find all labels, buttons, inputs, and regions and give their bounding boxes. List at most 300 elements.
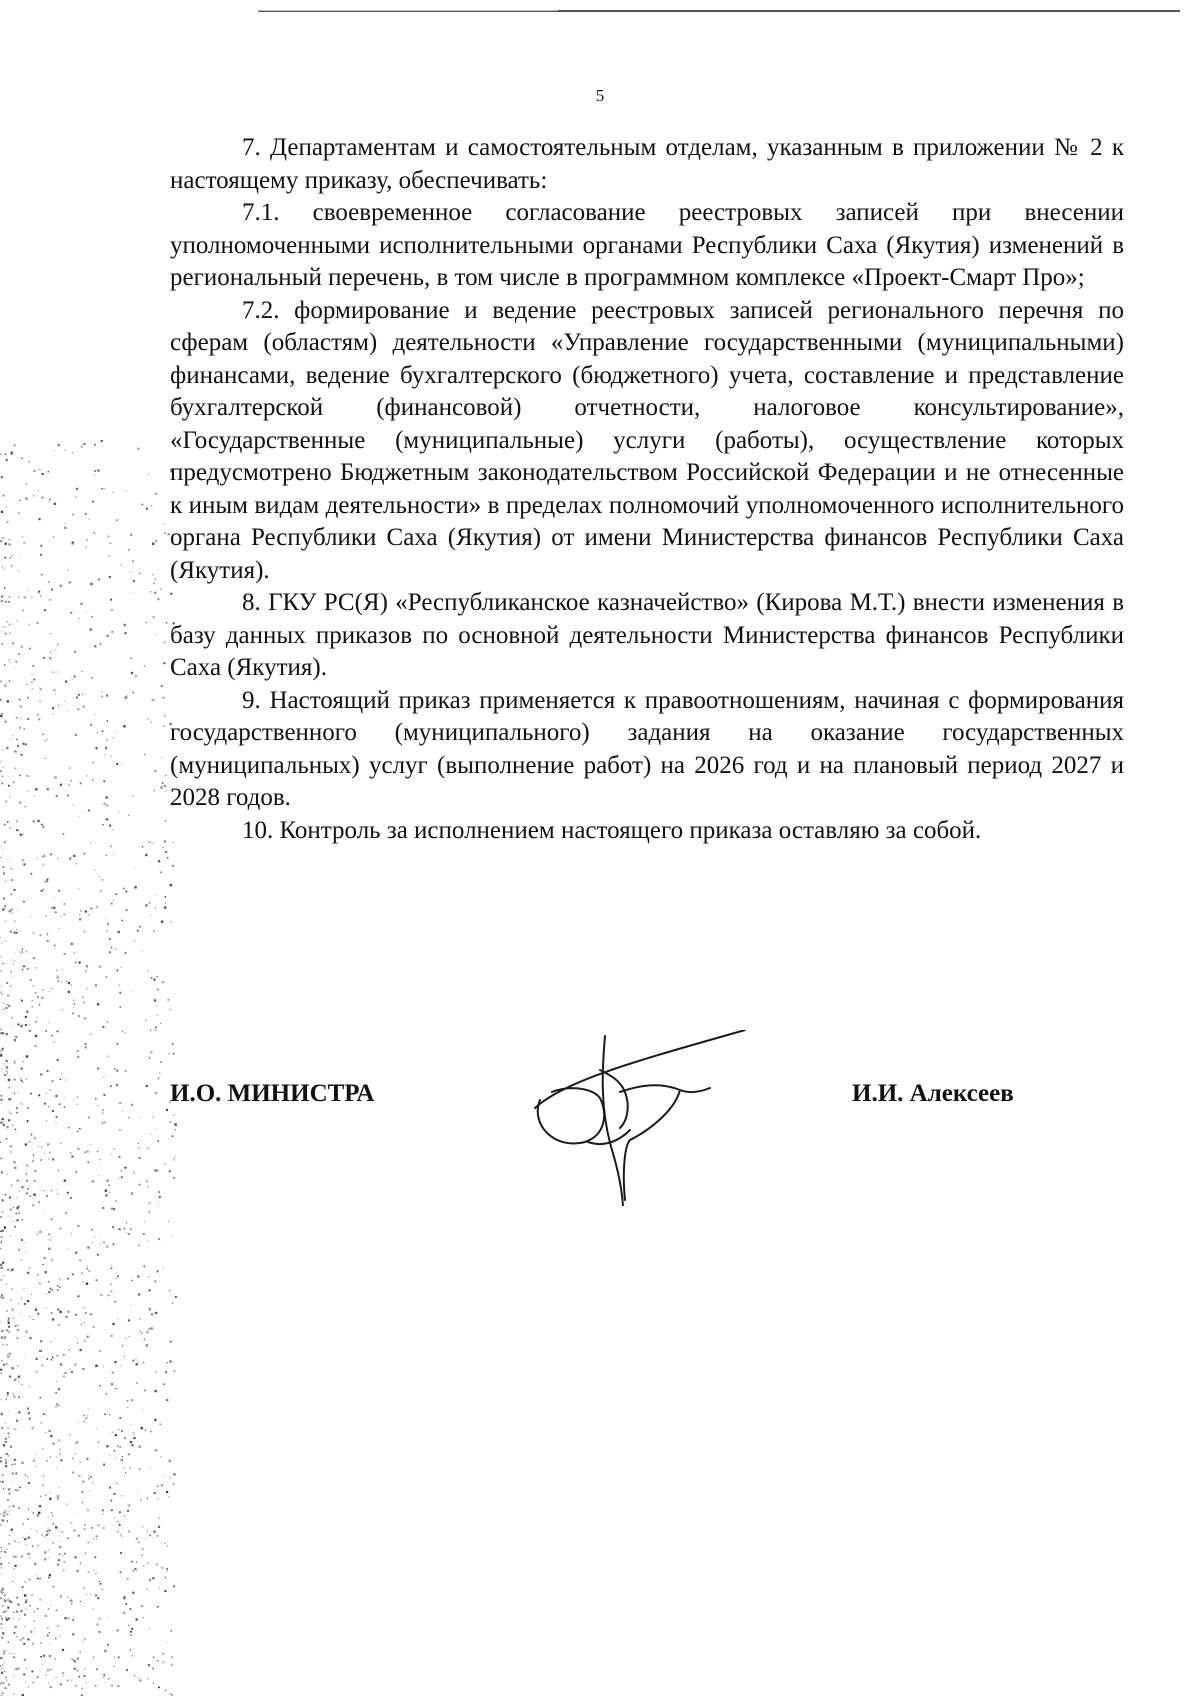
scan-speck	[14, 444, 16, 446]
scan-speck	[20, 1314, 21, 1315]
scan-speck	[71, 1371, 73, 1373]
scan-speck	[26, 1252, 27, 1253]
scan-speck	[164, 785, 166, 787]
scan-speck	[38, 1146, 39, 1147]
scan-speck	[20, 706, 22, 708]
scan-speck	[8, 1320, 10, 1322]
scan-speck	[56, 1189, 57, 1190]
scan-speck	[1, 1563, 3, 1565]
scan-speck	[1, 1171, 3, 1173]
scan-speck	[56, 1381, 57, 1382]
scan-speck	[3, 1275, 4, 1276]
scan-speck	[19, 1213, 20, 1214]
scan-speck	[64, 527, 66, 529]
scan-speck	[57, 1498, 59, 1500]
scan-speck	[90, 628, 92, 630]
scan-speck	[93, 1326, 95, 1328]
scan-speck	[28, 461, 30, 463]
scan-speck	[119, 812, 120, 813]
scan-speck	[27, 968, 29, 970]
scan-speck	[132, 1106, 133, 1107]
scan-speck	[165, 775, 166, 776]
scan-speck	[24, 1358, 25, 1359]
scan-speck	[15, 668, 16, 669]
scan-speck	[146, 1331, 148, 1333]
scan-speck	[116, 1070, 118, 1072]
scan-speck	[135, 675, 137, 677]
scan-speck	[18, 1604, 20, 1606]
scan-speck	[27, 1300, 29, 1302]
scan-speck	[13, 1505, 15, 1507]
scan-speck	[101, 696, 103, 698]
scan-speck	[57, 977, 59, 979]
scan-speck	[170, 884, 172, 886]
scan-speck	[106, 1246, 108, 1248]
scan-speck	[38, 490, 39, 491]
scan-speck	[74, 1668, 76, 1670]
scan-speck	[157, 989, 159, 991]
scan-speck	[23, 901, 25, 903]
scan-speck	[1, 1236, 3, 1238]
scan-speck	[7, 1607, 9, 1609]
scan-speck	[64, 1097, 65, 1098]
scan-speck	[128, 549, 130, 551]
scan-speck	[12, 1367, 14, 1369]
scan-speck	[137, 448, 139, 450]
scan-speck	[158, 1686, 160, 1688]
scan-speck	[2, 1344, 3, 1345]
scan-speck	[46, 1307, 47, 1308]
scan-speck	[0, 1264, 2, 1266]
scan-speck	[108, 1056, 110, 1058]
scan-speck	[7, 1073, 8, 1074]
scan-speck	[24, 806, 25, 807]
scan-speck	[72, 1633, 74, 1635]
scan-speck	[16, 739, 17, 740]
scan-speck	[138, 1542, 140, 1544]
scan-speck	[52, 672, 53, 673]
scan-speck	[2, 1048, 4, 1050]
scan-speck	[132, 1592, 134, 1594]
scan-speck	[34, 1137, 35, 1138]
scan-speck	[50, 1435, 52, 1437]
scan-speck	[18, 1381, 19, 1382]
scan-speck	[131, 991, 132, 992]
scan-speck	[71, 780, 72, 781]
scan-speck	[1, 1617, 3, 1619]
scan-speck	[4, 626, 5, 627]
scan-speck	[113, 492, 114, 493]
scan-speck	[79, 1475, 81, 1477]
scan-speck	[134, 1675, 135, 1676]
scan-speck	[125, 1603, 127, 1605]
scan-speck	[147, 1563, 148, 1564]
scan-speck	[20, 718, 21, 719]
scan-speck	[5, 633, 7, 635]
scan-speck	[5, 1459, 7, 1461]
paragraph-9: 9. Настоящий приказ применяется к правоотношениям, начиная с формирования государственного (муниципального) задания на оказание государственных (муниципальных) услуг (выполнение работ) на 2026 год и на плановый период 2027 и 2028 годов.	[170, 686, 1124, 811]
scan-speck	[12, 1481, 13, 1482]
scan-speck	[9, 1197, 11, 1199]
scan-speck	[70, 1152, 72, 1154]
scan-speck	[135, 1358, 136, 1359]
scan-speck	[3, 898, 5, 900]
scan-speck	[169, 1360, 171, 1362]
scan-speck	[23, 1643, 25, 1645]
scan-speck	[10, 985, 11, 986]
scan-speck	[1, 1240, 2, 1241]
scan-speck	[55, 1406, 56, 1407]
scan-speck	[22, 536, 23, 537]
scan-speck	[141, 1332, 143, 1334]
scan-speck	[0, 699, 2, 701]
scan-speck	[94, 1556, 96, 1558]
scan-speck	[5, 1194, 7, 1196]
scan-speck	[29, 1605, 31, 1607]
paragraph-8: 8. ГКУ РС(Я) «Республиканское казначейство» (Кирова М.Т.) внести изменения в базу данных приказов по основной деятельности Министерства финансов Республики Саха (Якутия).	[170, 589, 1124, 681]
scan-speck	[111, 1509, 113, 1511]
scan-speck	[11, 894, 13, 896]
scan-speck	[88, 915, 90, 917]
scan-speck	[0, 1053, 1, 1054]
scan-speck	[131, 1280, 132, 1281]
scan-speck	[72, 1012, 74, 1014]
scan-speck	[16, 1112, 17, 1113]
scan-speck	[32, 665, 34, 667]
scan-speck	[113, 900, 114, 901]
scan-speck	[6, 982, 8, 984]
scan-speck	[62, 969, 63, 970]
scan-speck	[38, 1094, 40, 1096]
scan-speck	[172, 1043, 174, 1045]
scan-speck	[84, 811, 85, 812]
scan-speck	[69, 768, 70, 769]
scan-speck	[10, 827, 11, 828]
scan-speck	[83, 706, 85, 708]
scan-speck	[125, 909, 127, 911]
scan-speck	[37, 1234, 38, 1235]
scan-speck	[44, 609, 46, 611]
scan-speck	[6, 1138, 8, 1140]
scan-speck	[10, 1446, 12, 1448]
scan-speck	[37, 1371, 38, 1372]
scan-speck	[153, 1683, 154, 1684]
scan-speck	[81, 1324, 82, 1325]
scan-speck	[16, 1213, 17, 1214]
scan-speck	[15, 1626, 17, 1628]
scan-speck	[59, 1453, 61, 1455]
scan-speck	[20, 931, 21, 932]
scan-speck	[128, 1319, 130, 1321]
scan-speck	[3, 495, 5, 497]
scan-speck	[22, 610, 24, 612]
scan-speck	[119, 985, 120, 986]
scan-speck	[38, 1201, 40, 1203]
scan-speck	[121, 1495, 123, 1497]
scan-speck	[166, 1642, 167, 1643]
scan-speck	[147, 1186, 148, 1187]
scan-speck	[25, 1682, 26, 1683]
scan-speck	[37, 714, 39, 716]
scan-speck	[113, 854, 114, 855]
scan-speck	[134, 867, 135, 868]
scan-speck	[144, 754, 145, 755]
scan-speck	[130, 1631, 132, 1633]
scan-speck	[114, 1361, 116, 1363]
scan-speck	[110, 1154, 111, 1155]
scan-speck	[124, 1228, 126, 1230]
scan-speck	[146, 622, 147, 623]
scan-speck	[39, 469, 40, 470]
scan-speck	[158, 1191, 160, 1193]
scan-speck	[88, 1478, 89, 1479]
scan-speck	[169, 1460, 171, 1462]
scan-speck	[72, 1471, 74, 1473]
scan-speck	[129, 689, 130, 690]
scan-speck	[17, 1219, 19, 1221]
scan-speck	[4, 824, 6, 826]
scan-speck	[73, 1660, 75, 1662]
scan-speck	[9, 1510, 10, 1511]
scan-speck	[105, 754, 106, 755]
scan-speck	[22, 1505, 23, 1506]
scan-speck	[5, 1687, 7, 1689]
scan-speck	[35, 1371, 36, 1372]
scan-speck	[6, 1066, 8, 1068]
scan-speck	[18, 512, 19, 513]
scan-speck	[25, 1474, 26, 1475]
scan-speck	[86, 1283, 88, 1285]
scan-speck	[39, 1283, 40, 1284]
scan-speck	[40, 1496, 42, 1498]
scan-speck	[19, 1615, 20, 1616]
scan-speck	[149, 1535, 151, 1537]
scan-speck	[165, 902, 166, 903]
scan-speck	[174, 1473, 176, 1475]
scan-speck	[109, 825, 111, 827]
scan-speck	[139, 1157, 141, 1159]
scan-speck	[129, 1467, 130, 1468]
scan-speck	[3, 1488, 4, 1489]
scan-speck	[103, 1026, 105, 1028]
scan-speck	[8, 1119, 10, 1121]
scan-speck	[96, 906, 97, 907]
scan-speck	[12, 1309, 14, 1311]
scan-speck	[158, 1238, 160, 1240]
scan-speck	[121, 1430, 123, 1432]
scan-speck	[67, 1311, 69, 1313]
scan-speck	[47, 1635, 49, 1637]
scan-speck	[26, 1165, 28, 1167]
scan-speck	[151, 843, 152, 844]
scan-speck	[88, 519, 89, 520]
scan-speck	[51, 907, 53, 909]
scan-speck	[79, 918, 81, 920]
scan-speck	[143, 1234, 144, 1235]
scan-speck	[79, 1462, 81, 1464]
scan-speck	[7, 821, 9, 823]
scan-speck	[103, 1514, 104, 1515]
scan-speck	[70, 1600, 72, 1602]
scan-speck	[44, 1153, 45, 1154]
scan-speck	[79, 1260, 81, 1262]
scan-speck	[124, 624, 126, 626]
scan-speck	[2, 1481, 4, 1483]
scan-speck	[147, 1147, 149, 1149]
scan-speck	[139, 1468, 141, 1470]
scan-speck	[123, 1612, 125, 1614]
scan-speck	[29, 1141, 30, 1142]
scan-speck	[171, 1630, 172, 1631]
scan-speck	[15, 1325, 17, 1327]
scan-speck	[24, 1187, 25, 1188]
scan-speck	[163, 697, 165, 699]
scan-speck	[155, 1027, 157, 1029]
scan-speck	[24, 542, 26, 544]
scan-speck	[170, 1477, 171, 1478]
scan-speck	[2, 1474, 4, 1476]
scan-speck	[2, 1068, 3, 1069]
scan-speck	[107, 739, 108, 740]
scan-speck	[48, 1577, 50, 1579]
scan-speck	[42, 473, 44, 475]
scan-speck	[93, 762, 94, 763]
scan-speck	[76, 1441, 78, 1443]
scan-speck	[0, 1591, 2, 1593]
scan-speck	[60, 1595, 62, 1597]
scan-speck	[154, 770, 156, 772]
scan-speck	[49, 599, 51, 601]
scan-speck	[93, 1538, 94, 1539]
scan-speck	[18, 570, 19, 571]
scan-speck	[8, 1562, 10, 1564]
scan-speck	[2, 1262, 4, 1264]
scan-speck	[65, 790, 66, 791]
scan-speck	[151, 506, 152, 507]
scan-speck	[57, 1170, 59, 1172]
scan-speck	[47, 935, 48, 936]
scan-speck	[0, 1481, 1, 1482]
scan-speck	[157, 1606, 159, 1608]
scan-speck	[57, 1309, 59, 1311]
scan-speck	[149, 1579, 151, 1581]
scan-speck	[4, 1074, 6, 1076]
scan-speck	[7, 1520, 8, 1521]
scan-speck	[9, 624, 10, 625]
scan-speck	[92, 908, 93, 909]
scan-speck	[123, 1596, 125, 1598]
scan-speck	[117, 970, 119, 972]
scan-speck	[106, 1393, 107, 1394]
scan-speck	[78, 1534, 80, 1536]
scan-speck	[2, 1230, 4, 1232]
scan-speck	[97, 1068, 99, 1070]
scan-speck	[48, 1281, 50, 1283]
scan-speck	[40, 545, 42, 547]
scan-speck	[16, 820, 18, 822]
scan-speck	[123, 1468, 124, 1469]
scan-speck	[2, 537, 4, 539]
scan-speck	[51, 1219, 53, 1221]
scan-speck	[37, 1545, 38, 1546]
scan-speck	[106, 804, 108, 806]
scan-speck	[32, 674, 33, 675]
scan-speck	[9, 1507, 10, 1508]
scan-speck	[17, 1668, 19, 1670]
scan-speck	[71, 1233, 72, 1234]
scan-speck	[139, 1184, 141, 1186]
scan-speck	[165, 1577, 167, 1579]
scan-speck	[48, 1158, 49, 1159]
scan-speck	[48, 1532, 50, 1534]
scan-speck	[0, 1457, 2, 1459]
scan-speck	[84, 1018, 86, 1020]
scan-speck	[44, 1258, 46, 1260]
scan-speck	[3, 1297, 5, 1299]
scan-speck	[7, 1354, 8, 1355]
scan-speck	[5, 1610, 7, 1612]
scan-speck	[98, 1525, 100, 1527]
scan-speck	[21, 1000, 23, 1002]
scan-speck	[154, 1531, 156, 1533]
scan-speck	[90, 609, 91, 610]
scan-speck	[160, 589, 161, 590]
scan-speck	[5, 1438, 7, 1440]
scan-speck	[65, 681, 67, 683]
scan-speck	[24, 1614, 26, 1616]
scan-speck	[153, 930, 155, 932]
scan-speck	[136, 1618, 138, 1620]
scan-speck	[0, 770, 2, 772]
scan-speck	[60, 1547, 61, 1548]
scan-speck	[7, 700, 9, 702]
scan-speck	[11, 879, 13, 881]
scan-speck	[61, 916, 62, 917]
scan-speck	[33, 1426, 34, 1427]
scan-speck	[17, 1337, 19, 1339]
scan-speck	[118, 1429, 119, 1430]
scan-speck	[12, 1581, 13, 1582]
scan-speck	[59, 1541, 60, 1542]
scan-speck	[67, 1278, 69, 1280]
scan-speck	[130, 1649, 131, 1650]
scan-speck	[92, 1180, 94, 1182]
scan-speck	[75, 1685, 77, 1687]
scan-speck	[52, 1443, 54, 1445]
scan-speck	[29, 1557, 30, 1558]
scan-speck	[62, 1009, 63, 1010]
scan-speck	[107, 635, 109, 637]
scan-speck	[124, 1437, 126, 1439]
scan-speck	[172, 865, 174, 867]
scan-speck	[67, 1596, 69, 1598]
scan-speck	[109, 1408, 110, 1409]
scan-speck	[54, 776, 56, 778]
scan-speck	[0, 1095, 2, 1097]
scan-speck	[49, 1152, 51, 1154]
signer-name: И.И. Алексеев	[852, 1080, 1014, 1107]
scan-speck	[112, 1323, 114, 1325]
scan-speck	[37, 996, 39, 998]
scan-speck	[107, 1180, 109, 1182]
scan-speck	[10, 931, 12, 933]
scan-speck	[80, 1563, 81, 1564]
scan-speck	[44, 1558, 45, 1559]
scan-speck	[18, 1396, 20, 1398]
scan-speck	[87, 1510, 89, 1512]
scan-speck	[167, 857, 169, 859]
scan-speck	[37, 820, 39, 822]
